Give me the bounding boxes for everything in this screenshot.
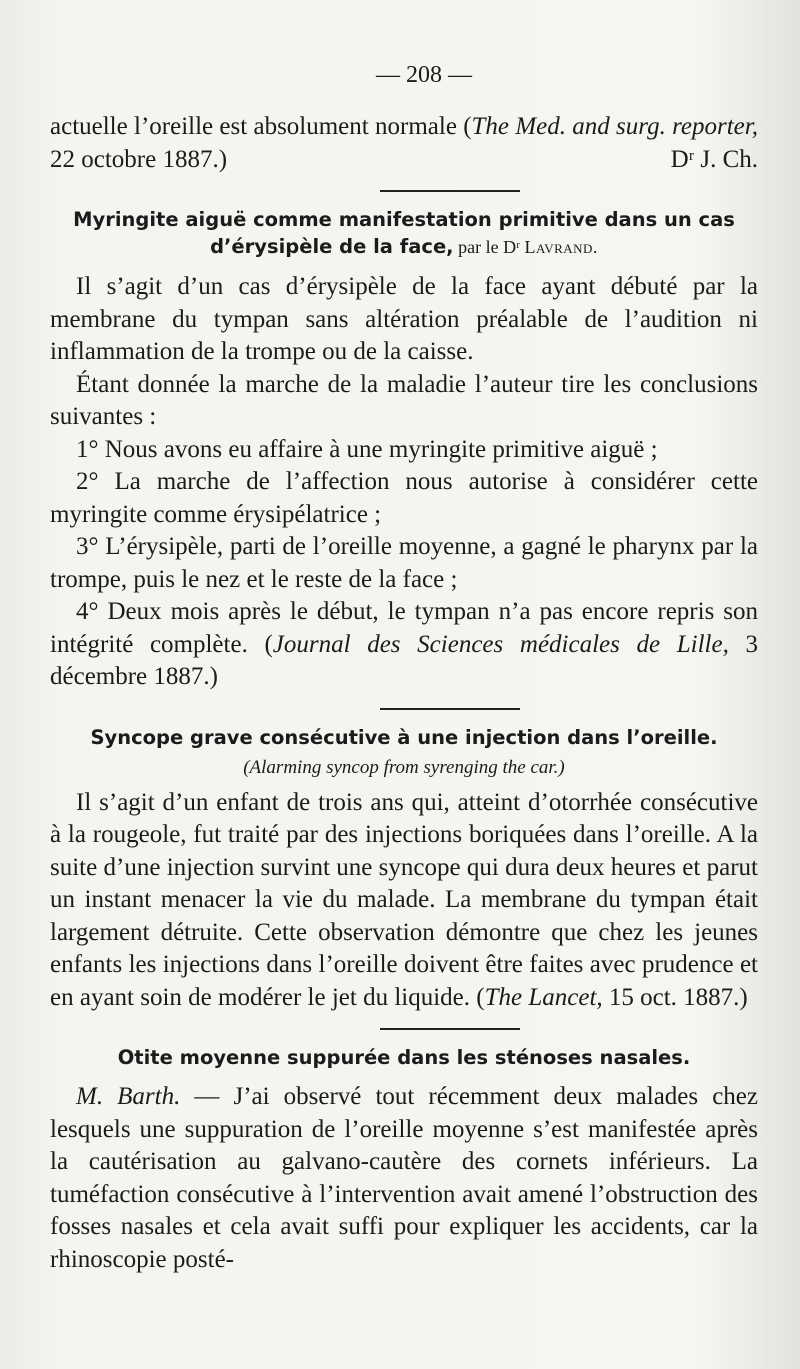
section-divider bbox=[380, 190, 520, 192]
intro-paragraph bbox=[50, 111, 758, 176]
page-number: — 208 — bbox=[376, 62, 472, 88]
section1-conclusion: 1° Nous avons eu affaire à une myringite primitive aiguë ; bbox=[76, 435, 658, 463]
intro-signature: Dʳ J. Ch. bbox=[670, 145, 758, 173]
section3-heading: Otite moyenne suppurée dans les sténoses nasales. bbox=[117, 1046, 691, 1069]
section2-date: 15 oct. 1887.) bbox=[602, 983, 748, 1011]
section1-paragraph: Il s’agit d’un cas d’érysipèle de la face ayant débuté par la membrane du tympan sans altération préalable de l’audition ni inflammation de la trompe ou de la caisse. bbox=[50, 273, 758, 365]
section2-source: The Lancet, bbox=[484, 983, 603, 1011]
section2-text: Il s’agit d’un enfant de trois ans qui, atteint d’otorrhée consécutive à la rougeole, fut traité par des injections boriquées dans l’oreille. A la suite d’une injection survint une syncope qui dura deux heures et parut un instant menacer la vie du malade. La membrane du tympan était largement détruite. Cette observation démontre que chez les jeunes enfants les injections dans l’oreille doivent être faites avec prudence et en ayant soin de modérer le jet du liquide. ( bbox=[50, 788, 758, 1011]
conclusion-date: 3 décembre 1887.) bbox=[50, 630, 758, 690]
section2-paragraph bbox=[50, 787, 758, 1015]
section1-conclusion bbox=[50, 596, 758, 694]
section1-title: Myringite aiguë comme manifestation primitive dans un cas d’érysipèle de la face, bbox=[73, 208, 735, 258]
section1-author: Lavrand. bbox=[524, 237, 598, 257]
section1-conclusion: 2° La marche de l’affection nous autorise à considérer cette myringite comme érysipélatrice ; bbox=[50, 468, 758, 528]
intro-text: actuelle l’oreille est absolument normale ( bbox=[50, 113, 472, 140]
intro-date: 22 octobre 1887.) bbox=[50, 145, 228, 173]
section1-paragraph: Étant donnée la marche de la maladie l’auteur tire les conclusions suivantes : bbox=[50, 370, 758, 430]
section3-text: — J’ai observé tout récemment deux malades chez lesquels une suppuration de l’oreille moyenne s’est manifestée après la cautérisation au galvano-cautère des cornets inférieurs. La tuméfaction consécutive à l’intervention avait amené l’obstruction des fosses nasales et cela avait suffi pour expliquer les accidents, car la rhinoscopie posté- bbox=[50, 1083, 758, 1273]
section1-by: par le Dʳ bbox=[453, 237, 525, 257]
conclusion-source: Journal des Sciences médicales de Lille, bbox=[272, 630, 729, 658]
section3-paragraph bbox=[50, 1081, 758, 1276]
section1-heading bbox=[50, 206, 758, 261]
section2-subtitle: (Alarming syncop from syrenging the car.) bbox=[243, 756, 565, 778]
section1-conclusion: 3° L’érysipèle, parti de l’oreille moyenne, a gagné le pharynx par la trompe, puis le nez et le reste de la face ; bbox=[50, 533, 758, 593]
conclusion-text: 4° Deux mois après le début, le tympan n’a pas encore repris son intégrité complète. ( bbox=[50, 598, 758, 658]
section2-heading: Syncope grave consécutive à une injection dans l’oreille. bbox=[90, 725, 718, 749]
section3-speaker: M. Barth. bbox=[76, 1083, 181, 1110]
section-divider bbox=[380, 708, 520, 710]
intro-source: The Med. and surg. reporter, bbox=[471, 113, 758, 140]
section-divider bbox=[380, 1028, 520, 1030]
